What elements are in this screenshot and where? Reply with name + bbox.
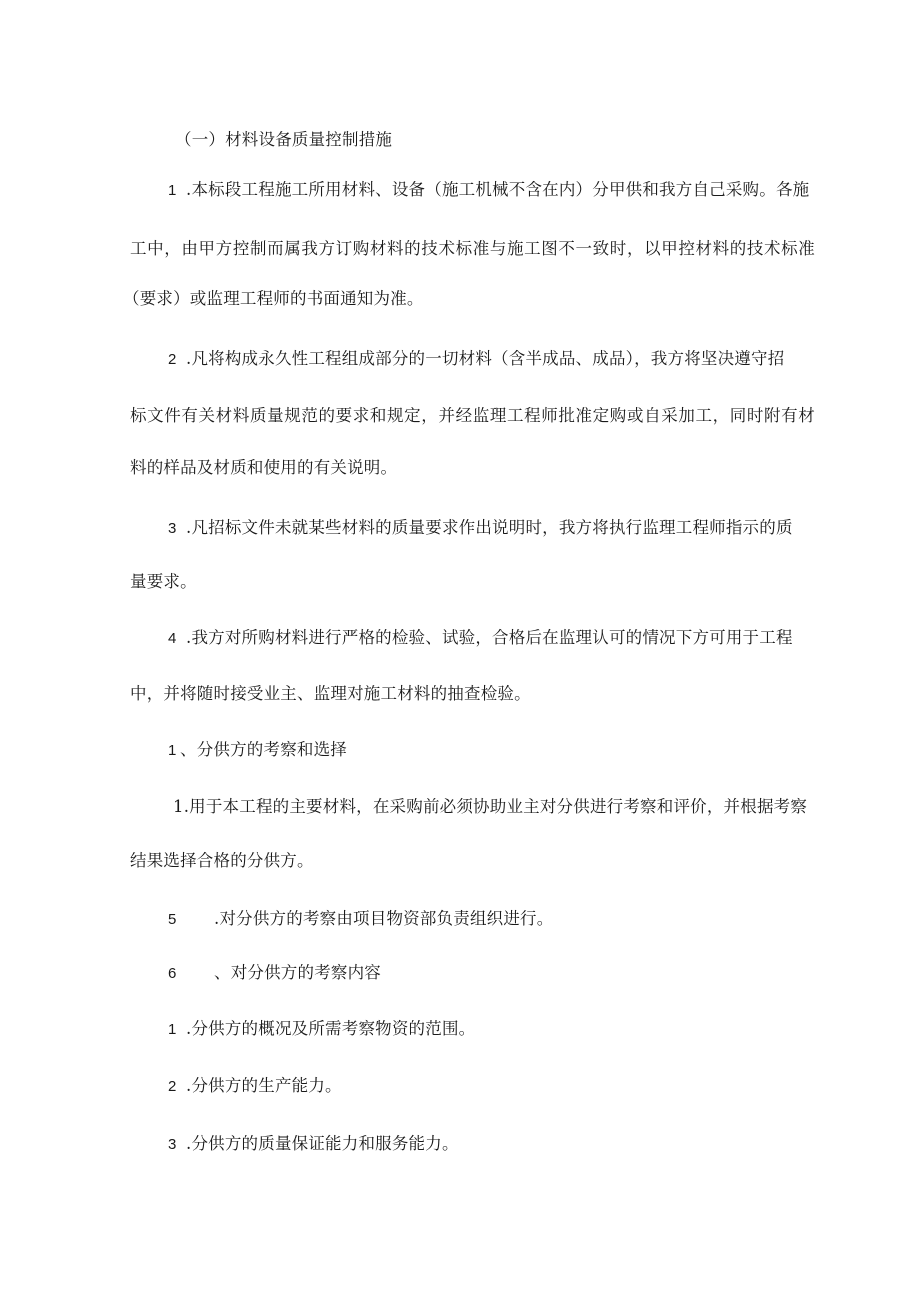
- section-heading: （一）材料设备质量控制措施: [175, 130, 393, 149]
- paragraph-4-line-1: 4 .我方对所购材料进行严格的检验、试验，合格后在监理认可的情况下方可用于工程: [168, 628, 793, 647]
- paragraph-number: 6: [168, 965, 177, 982]
- paragraph-number: 1: [168, 182, 177, 199]
- list-item-number: 2: [168, 1078, 177, 1095]
- paragraph-1-line-2: 工中，由甲方控制而属我方订购材料的技术标准与施工图不一致时，以甲控材料的技术标准: [130, 239, 815, 258]
- paragraph-number: 3: [168, 520, 177, 537]
- paragraph-number: 4: [168, 630, 177, 647]
- subsection-heading: 1 、分供方的考察和选择: [168, 740, 347, 759]
- subsection-number: 1: [168, 742, 177, 759]
- paragraph-5-line-2: 结果选择合格的分供方。: [130, 851, 314, 870]
- paragraph-3-line-2: 量要求。: [130, 572, 197, 591]
- paragraph-7: 6 、对分供方的考察内容: [168, 963, 381, 982]
- paragraph-2-line-1: 2 .凡将构成永久性工程组成部分的一切材料（含半成品、成品），我方将坚决遵守招: [168, 349, 785, 368]
- list-item: 2 .分供方的生产能力。: [168, 1076, 342, 1095]
- paragraph-3-line-1: 3 .凡招标文件未就某些材料的质量要求作出说明时，我方将执行监理工程师指示的质: [168, 518, 793, 537]
- paragraph-1-line-3: （要求）或监理工程师的书面通知为准。: [123, 289, 424, 308]
- paragraph-4-line-2: 中，并将随时接受业主、监理对施工材料的抽查检验。: [130, 684, 531, 703]
- paragraph-1-line-1: 1 .本标段工程施工所用材料、设备（施工机械不含在内）分甲供和我方自己采购。各施: [168, 180, 810, 199]
- list-item-number: 3: [168, 1136, 177, 1153]
- paragraph-2-line-3: 料的样品及材质和使用的有关说明。: [130, 458, 398, 477]
- list-item: 1 .分供方的概况及所需考察物资的范围。: [168, 1019, 476, 1038]
- paragraph-number: 2: [168, 351, 177, 368]
- list-item-number: 1: [168, 1021, 177, 1038]
- list-item: 3 .分供方的质量保证能力和服务能力。: [168, 1134, 459, 1153]
- paragraph-2-line-2: 标文件有关材料质量规范的要求和规定，并经监理工程师批准定购或自采加工，同时附有材: [130, 406, 815, 425]
- paragraph-number: 5: [168, 911, 177, 928]
- paragraph-6: 5 .对分供方的考察由项目物资部负责组织进行。: [168, 909, 554, 928]
- paragraph-5-line-1: 1.用于本工程的主要材料，在采购前必须协助业主对分供进行考察和评价，并根据考察: [173, 797, 808, 816]
